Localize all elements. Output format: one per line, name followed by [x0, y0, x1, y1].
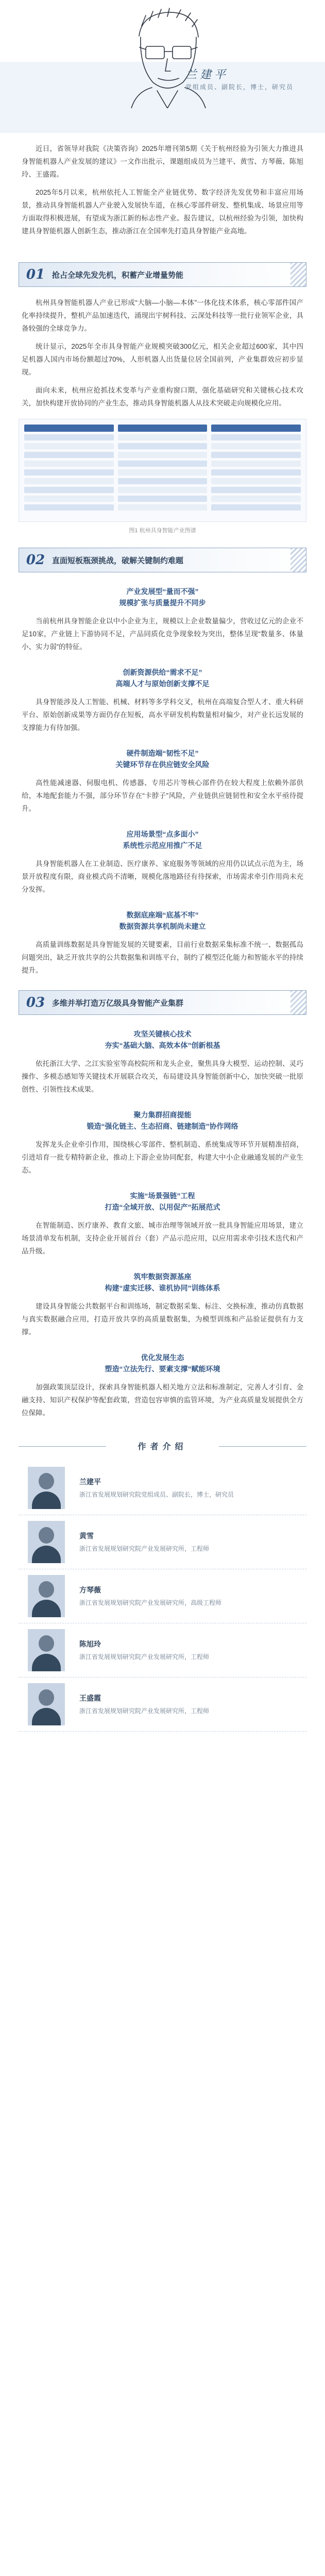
paragraph: 建设具身智能公共数据平台和训练场，制定数据采集、标注、交换标准，推动仿真数据与真实数据融合应用，打造开放共享的高质量数据集，为模型训练和产品验证提供有力支撑。 [22, 1302, 303, 1336]
avatar [28, 1521, 65, 1563]
section-number: 01 [26, 267, 45, 282]
intro [19, 133, 306, 249]
author-role: 浙江省发展规划研究院党组成员、副院长，博士，研究员 [79, 1491, 234, 1498]
subheading: 数据底座端“底基不牢” 数据资源共享机制尚未建立 [119, 911, 206, 930]
section-title: 抢占全球先发先机，积蓄产业增量势能 [52, 270, 184, 280]
figure-column [118, 425, 208, 516]
paragraph: 当前杭州具身智能企业以中小企业为主，规模以上企业数量偏少，营收过亿元的企业不足10家，产业链上下游协同不足，产品同质化竞争现象较为突出，整体呈现“数量多、体量小、实力弱”的特征。 [22, 617, 303, 651]
author-name: 方琴薇 [79, 1586, 101, 1594]
author-role: 浙江省发展规划研究院产业发展研究所，高级工程师 [79, 1599, 222, 1606]
decorative-stripe [290, 991, 306, 1014]
intro-paragraph: 近日，省领导对我院《决策咨询》2025年增刊第5期《关于杭州经验为引领大力推进具身智能机器人产业发展的建议》一文作出批示，课题组成员为兰建平、黄雪、方琴薇、陈旭玲、王盛霞。 [22, 145, 303, 178]
article-header [0, 0, 325, 133]
paragraph: 在智能制造、医疗康养、教育文旅、城市治理等领域开放一批具身智能应用场景，建立场景清单发布机制，支持企业开展首台（套）产品示范应用，以应用需求牵引技术迭代和产品升级。 [22, 1222, 303, 1255]
author-role: 浙江省发展规划研究院产业发展研究所，工程师 [79, 1707, 210, 1715]
section-number: 02 [26, 552, 45, 568]
paragraph: 发挥龙头企业牵引作用，围绕核心零部件、整机制造、系统集成等环节开展精准招商，引进培育一批专精特新企业，推动上下游企业协同配套，构建大中小企业融通发展的产业生态。 [22, 1141, 303, 1174]
subheading: 筑牢数据资源基座 构建“虚实迁移、谁机协同”训练体系 [105, 1273, 220, 1292]
section-number: 03 [26, 995, 45, 1010]
subheading: 优化发展生态 塑造“立法先行、要素支撑”赋能环境 [105, 1353, 220, 1373]
section-body-01 [19, 296, 306, 410]
avatar [28, 1575, 65, 1617]
subheading: 实施“场景强链”工程 打造“全域开放、以用促产”拓展范式 [105, 1192, 220, 1211]
subheading: 应用场景型“点多面小” 系统性示范应用推广不足 [123, 830, 202, 850]
figure-column [211, 425, 301, 516]
author-card [19, 1569, 306, 1623]
author-name: 黄雪 [79, 1532, 94, 1540]
author-card [19, 1461, 306, 1515]
paragraph: 高质量训练数据是具身智能发展的关键要素，目前行业数据采集标准不统一、数据孤岛问题突出，缺乏开放共享的公共数据集和训练平台，制约了模型泛化能力和智能水平的持续提升。 [22, 941, 303, 974]
section-title: 多维并举打造万亿级具身智能产业集群 [52, 998, 184, 1008]
author-name: 兰建平 [79, 1478, 101, 1486]
section-heading-02 [19, 548, 306, 572]
author-card [19, 1515, 306, 1569]
intro-paragraph: 2025年5月以来，杭州依托人工智能全产业链优势、数字经济先发优势和丰富应用场景，推动具身智能机器人产业驶入发展快车道，在核心零部件研发、整机集成、场景应用等方面取得积极进展，有望成为浙江新的标志性产业。报告建议，以杭州经验为引领，加快构建具身智能机器人创新生态，推动浙江在全国率先打造具身智能产业高地。 [22, 189, 303, 235]
subheading: 创新资源供给“需求不足” 高端人才与原始创新支撑不足 [115, 668, 210, 688]
section-heading-01 [19, 262, 306, 287]
author-card [19, 1677, 306, 1732]
paragraph: 依托浙江大学、之江实验室等高校院所和龙头企业，聚焦具身大模型、运动控制、灵巧操作、多模态感知等关键技术开展联合攻关，布局建设具身智能创新中心，加快突破一批原创性、引领性技术成果。 [22, 1060, 303, 1093]
subheading: 硬件制造端“韧性不足” 关键环节存在供应链安全风险 [115, 749, 210, 769]
subheading: 产业发展型“量而不强” 规模扩张与质量提升不同步 [119, 587, 206, 607]
authors-heading: 作者介绍 [19, 1440, 306, 1452]
author-portrait-sketch [90, 5, 245, 108]
figure-caption: 图1 杭州具身智能产业图谱 [129, 528, 196, 534]
paragraph: 统计显示，2025年全市具身智能产业规模突破300亿元，相关企业超过600家，其中四足机器人国内市场份额超过70%，人形机器人出货量位居全国前列，产业集群效应初步显现。 [22, 343, 303, 376]
author-card [19, 1623, 306, 1677]
avatar [28, 1467, 65, 1509]
author-role: 浙江省发展规划研究院产业发展研究所，工程师 [79, 1653, 210, 1660]
section-body-02 [19, 586, 306, 977]
subheading: 攻坚关键核心技术 夯实“基础大脑、高效本体”创新根基 [105, 1030, 220, 1049]
author-name: 王盛霞 [79, 1694, 101, 1702]
paragraph: 具身智能涉及人工智能、机械、材料等多学科交叉，杭州在高端复合型人才、重大科研平台、原始创新成果等方面仍存在短板，高水平研发机构数量相对偏少，对产业长远发展的支撑能力有待加强。 [22, 698, 303, 732]
author-name: 陈旭玲 [79, 1640, 101, 1648]
avatar [28, 1629, 65, 1671]
decorative-stripe [290, 548, 306, 572]
paragraph: 具身智能机器人在工业制造、医疗康养、家庭服务等领域的应用仍以试点示范为主，场景开放程度有限，商业模式尚不清晰，规模化落地路径有待探索，市场需求牵引作用尚未充分发挥。 [22, 860, 303, 893]
subheading: 聚力集群招商提能 锻造“强化链主、生态招商、链建制造”协作网络 [87, 1111, 238, 1130]
paragraph: 杭州具身智能机器人产业已形成“大脑—小脑—本体”一体化技术体系，核心零部件国产化率持续提升，整机产品加速迭代，涌现出宇树科技、云深处科技等一批行业领军企业，具备较强的全球竞争力。 [22, 299, 303, 332]
paragraph: 加强政策顶层设计，探索具身智能机器人相关地方立法和标准制定，完善人才引育、金融支持、知识产权保护等配套政策，营造包容审慎的监管环境，为产业高质量发展提供全方位保障。 [22, 1383, 303, 1417]
industry-map-figure [19, 419, 306, 522]
decorative-stripe [290, 263, 306, 286]
section-title: 直面短板瓶颈挑战，破解关键制约难题 [52, 556, 184, 565]
author-title: 党组成员、副院长，博士，研究员 [185, 83, 294, 91]
paragraph: 面向未来，杭州应抢抓技术变革与产业重构窗口期，强化基础研究和关键核心技术攻关，加快构建开放协同的产业生态，推动具身智能机器人从技术突破走向规模化应用。 [22, 386, 303, 407]
figure-column [24, 425, 114, 516]
author-name: 兰建平 [185, 69, 229, 81]
author-role: 浙江省发展规划研究院产业发展研究所，工程师 [79, 1545, 210, 1552]
avatar [28, 1683, 65, 1725]
section-body-03 [19, 1028, 306, 1419]
paragraph: 高性能减速器、伺服电机、传感器、专用芯片等核心部件仍在较大程度上依赖外部供给，本地配套能力不强，部分环节存在“卡脖子”风险，产业链供应链韧性和安全水平亟待提升。 [22, 779, 303, 812]
section-heading-03 [19, 990, 306, 1015]
